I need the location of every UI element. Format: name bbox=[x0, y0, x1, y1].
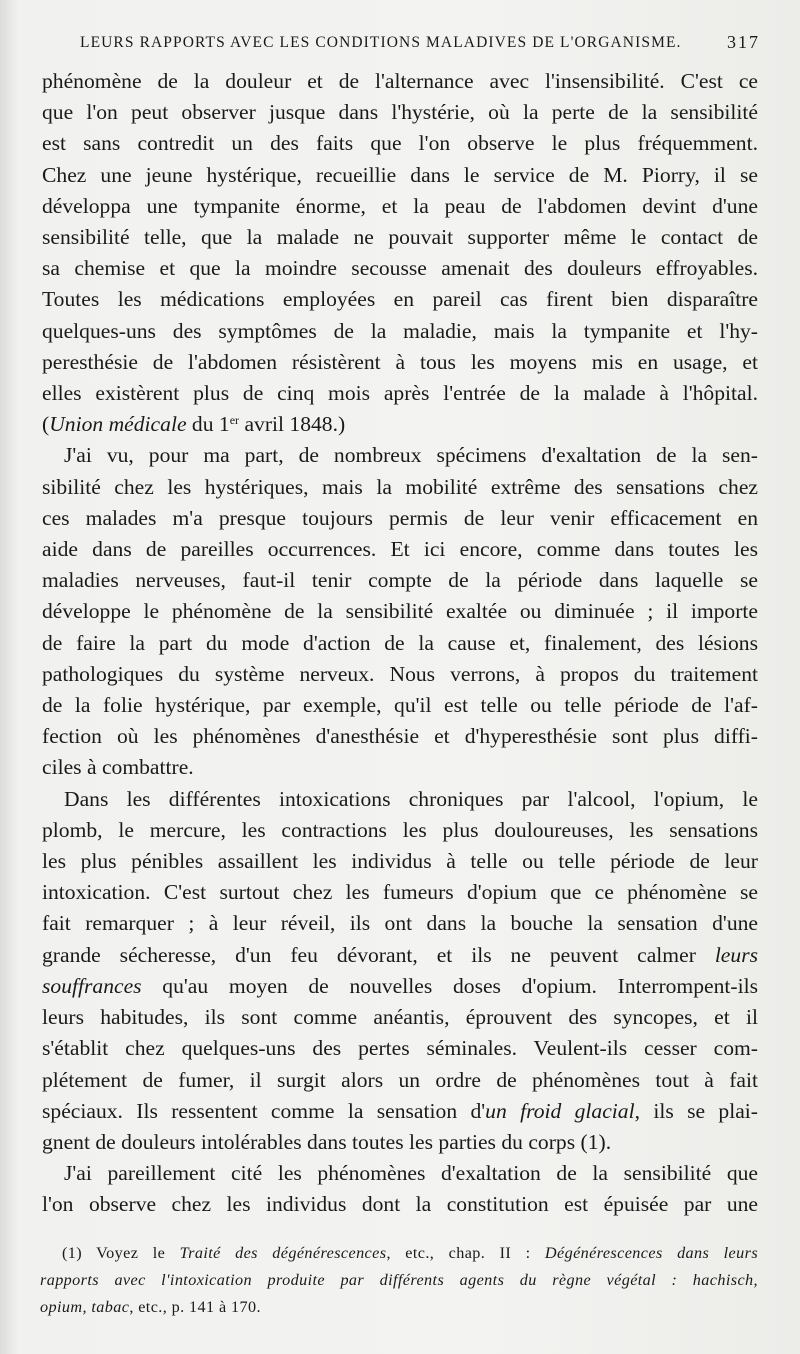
citation-du: du 1 bbox=[186, 412, 230, 437]
paragraph-4 bbox=[42, 1158, 758, 1220]
text-line: ciles à combattre. bbox=[42, 755, 194, 780]
running-header bbox=[80, 34, 760, 53]
italic-segment: un froid glacial bbox=[485, 1098, 635, 1123]
text-line: plétement de fumer, il surgit alors un ordre de phénomènes tout à fait bbox=[42, 1067, 758, 1092]
text-line: l'on observe chez les individus dont la constitution est épuisée par une bbox=[42, 1192, 758, 1217]
italic-segment: rapports avec l'intoxication produite par différents agents du règne végétal : hachisch, bbox=[40, 1271, 758, 1289]
text-line: Dans les différentes intoxications chroniques par l'alcool, l'opium, le bbox=[64, 786, 758, 811]
text-line: fection où les phénomènes d'anesthésie et d'hyperesthésie sont plus diffi- bbox=[42, 724, 758, 749]
text-line: s'établit chez quelques-uns des pertes séminales. Veulent-ils cesser com- bbox=[42, 1036, 758, 1061]
text-line: Chez une jeune hystérique, recueillie dans le service de M. Piorry, il se bbox=[42, 162, 758, 187]
main-text bbox=[42, 66, 758, 1221]
text-line: de la folie hystérique, par exemple, qu'il est telle ou telle période de l'af- bbox=[42, 693, 758, 718]
text-line: que l'on peut observer jusque dans l'hystérie, où la perte de la sensibilité bbox=[42, 100, 758, 125]
italic-segment: leurs bbox=[714, 942, 758, 967]
text-line: sibilité chez les hystériques, mais la mobilité extrême des sensations chez bbox=[42, 474, 758, 499]
citation-date: avril 1848.) bbox=[239, 412, 346, 437]
text-segment: grande sécheresse, d'un feu dévorant, et ils ne peuvent calmer bbox=[42, 942, 715, 967]
text-line: elles existèrent plus de cinq mois après l'entrée de la malade à l'hôpital. bbox=[42, 381, 758, 406]
italic-segment: souffrances bbox=[42, 973, 142, 998]
text-line: phénomène de la douleur et de l'alternance avec l'insensibilité. C'est ce bbox=[42, 69, 758, 93]
text-line: développa une tympanite énorme, et la peau de l'abdomen devint d'une bbox=[42, 193, 758, 218]
text-segment: , etc., p. 141 à 170. bbox=[129, 1298, 261, 1316]
paragraph-2 bbox=[42, 440, 758, 783]
text-line: pathologiques du système nerveux. Nous verrons, à propos du traitement bbox=[42, 661, 758, 686]
text-line: leurs habitudes, ils sont comme anéantis, éprouvent des syncopes, et il bbox=[42, 1005, 758, 1030]
text-line: gnent de douleurs intolérables dans toutes les parties du corps (1). bbox=[42, 1129, 612, 1154]
text-line: les plus pénibles assaillent les individus à telle ou telle période de leur bbox=[42, 849, 758, 874]
italic-segment: Dégénérescences dans leurs bbox=[544, 1244, 759, 1262]
paragraph-1 bbox=[42, 66, 758, 440]
paragraph-3 bbox=[42, 784, 758, 1158]
text-segment: , ils se plai- bbox=[634, 1098, 759, 1123]
text-line: maladies nerveuses, faut-il tenir compte de la période dans laquelle se bbox=[42, 568, 758, 593]
text-segment: , etc., chap. II : bbox=[386, 1244, 545, 1262]
text-line: sa chemise et que la moindre secousse amenait des douleurs effroyables. bbox=[42, 256, 758, 281]
text-line: fait remarquer ; à leur réveil, ils ont dans la bouche la sensation d'une bbox=[42, 911, 758, 936]
citation-open: ( bbox=[42, 412, 50, 437]
text-line: Toutes les médications employées en pareil cas firent bien disparaître bbox=[42, 287, 758, 312]
journal-title: Union médicale bbox=[49, 412, 187, 437]
text-line bbox=[42, 1096, 758, 1127]
text-line: peresthésie de l'abdomen résistèrent à tous les moyens mis en usage, et bbox=[42, 349, 758, 374]
running-title: LEURS RAPPORTS AVEC LES CONDITIONS MALADIVES DE L'ORGANISME. bbox=[80, 34, 682, 51]
text-segment: qu'au moyen de nouvelles doses d'opium. Interrompent-ils bbox=[141, 973, 758, 998]
text-line bbox=[42, 940, 758, 971]
footnote-line bbox=[40, 1294, 758, 1321]
italic-segment: Traité des dégénérescences bbox=[179, 1244, 387, 1262]
text-segment: spéciaux. Ils ressentent comme la sensation d' bbox=[42, 1098, 486, 1123]
text-line: intoxication. C'est surtout chez les fumeurs d'opium que ce phénomène se bbox=[42, 880, 758, 905]
footnote-line bbox=[40, 1267, 758, 1294]
text-line: quelques-uns des symptômes de la maladie, mais la tympanite et l'hy- bbox=[42, 318, 758, 343]
footnote bbox=[40, 1240, 758, 1321]
text-line: aide dans de pareilles occurrences. Et ici encore, comme dans toutes les bbox=[42, 537, 758, 562]
text-line: de faire la part du mode d'action de la cause et, finalement, des lésions bbox=[42, 630, 758, 655]
citation-line bbox=[42, 409, 758, 440]
page-number: 317 bbox=[727, 32, 760, 52]
text-line bbox=[42, 971, 758, 1002]
text-line: développe le phénomène de la sensibilité exaltée ou diminuée ; il importe bbox=[42, 599, 758, 624]
text-line: plomb, le mercure, les contractions les plus douloureuses, les sensations bbox=[42, 817, 758, 842]
citation-sup: er bbox=[229, 413, 240, 428]
text-line: J'ai vu, pour ma part, de nombreux spécimens d'exaltation de la sen- bbox=[64, 443, 758, 468]
text-line: ces malades m'a presque toujours permis de leur venir efficacement en bbox=[42, 505, 758, 530]
text-line: J'ai pareillement cité les phénomènes d'exaltation de la sensibilité que bbox=[64, 1161, 758, 1186]
footnote-line bbox=[40, 1240, 758, 1267]
text-line: est sans contredit un des faits que l'on observe le plus fréquemment. bbox=[42, 131, 758, 156]
italic-segment: opium, tabac bbox=[40, 1298, 130, 1316]
text-line: sensibilité telle, que la malade ne pouvait supporter même le contact de bbox=[42, 225, 758, 250]
text-segment: (1) Voyez le bbox=[62, 1244, 180, 1262]
